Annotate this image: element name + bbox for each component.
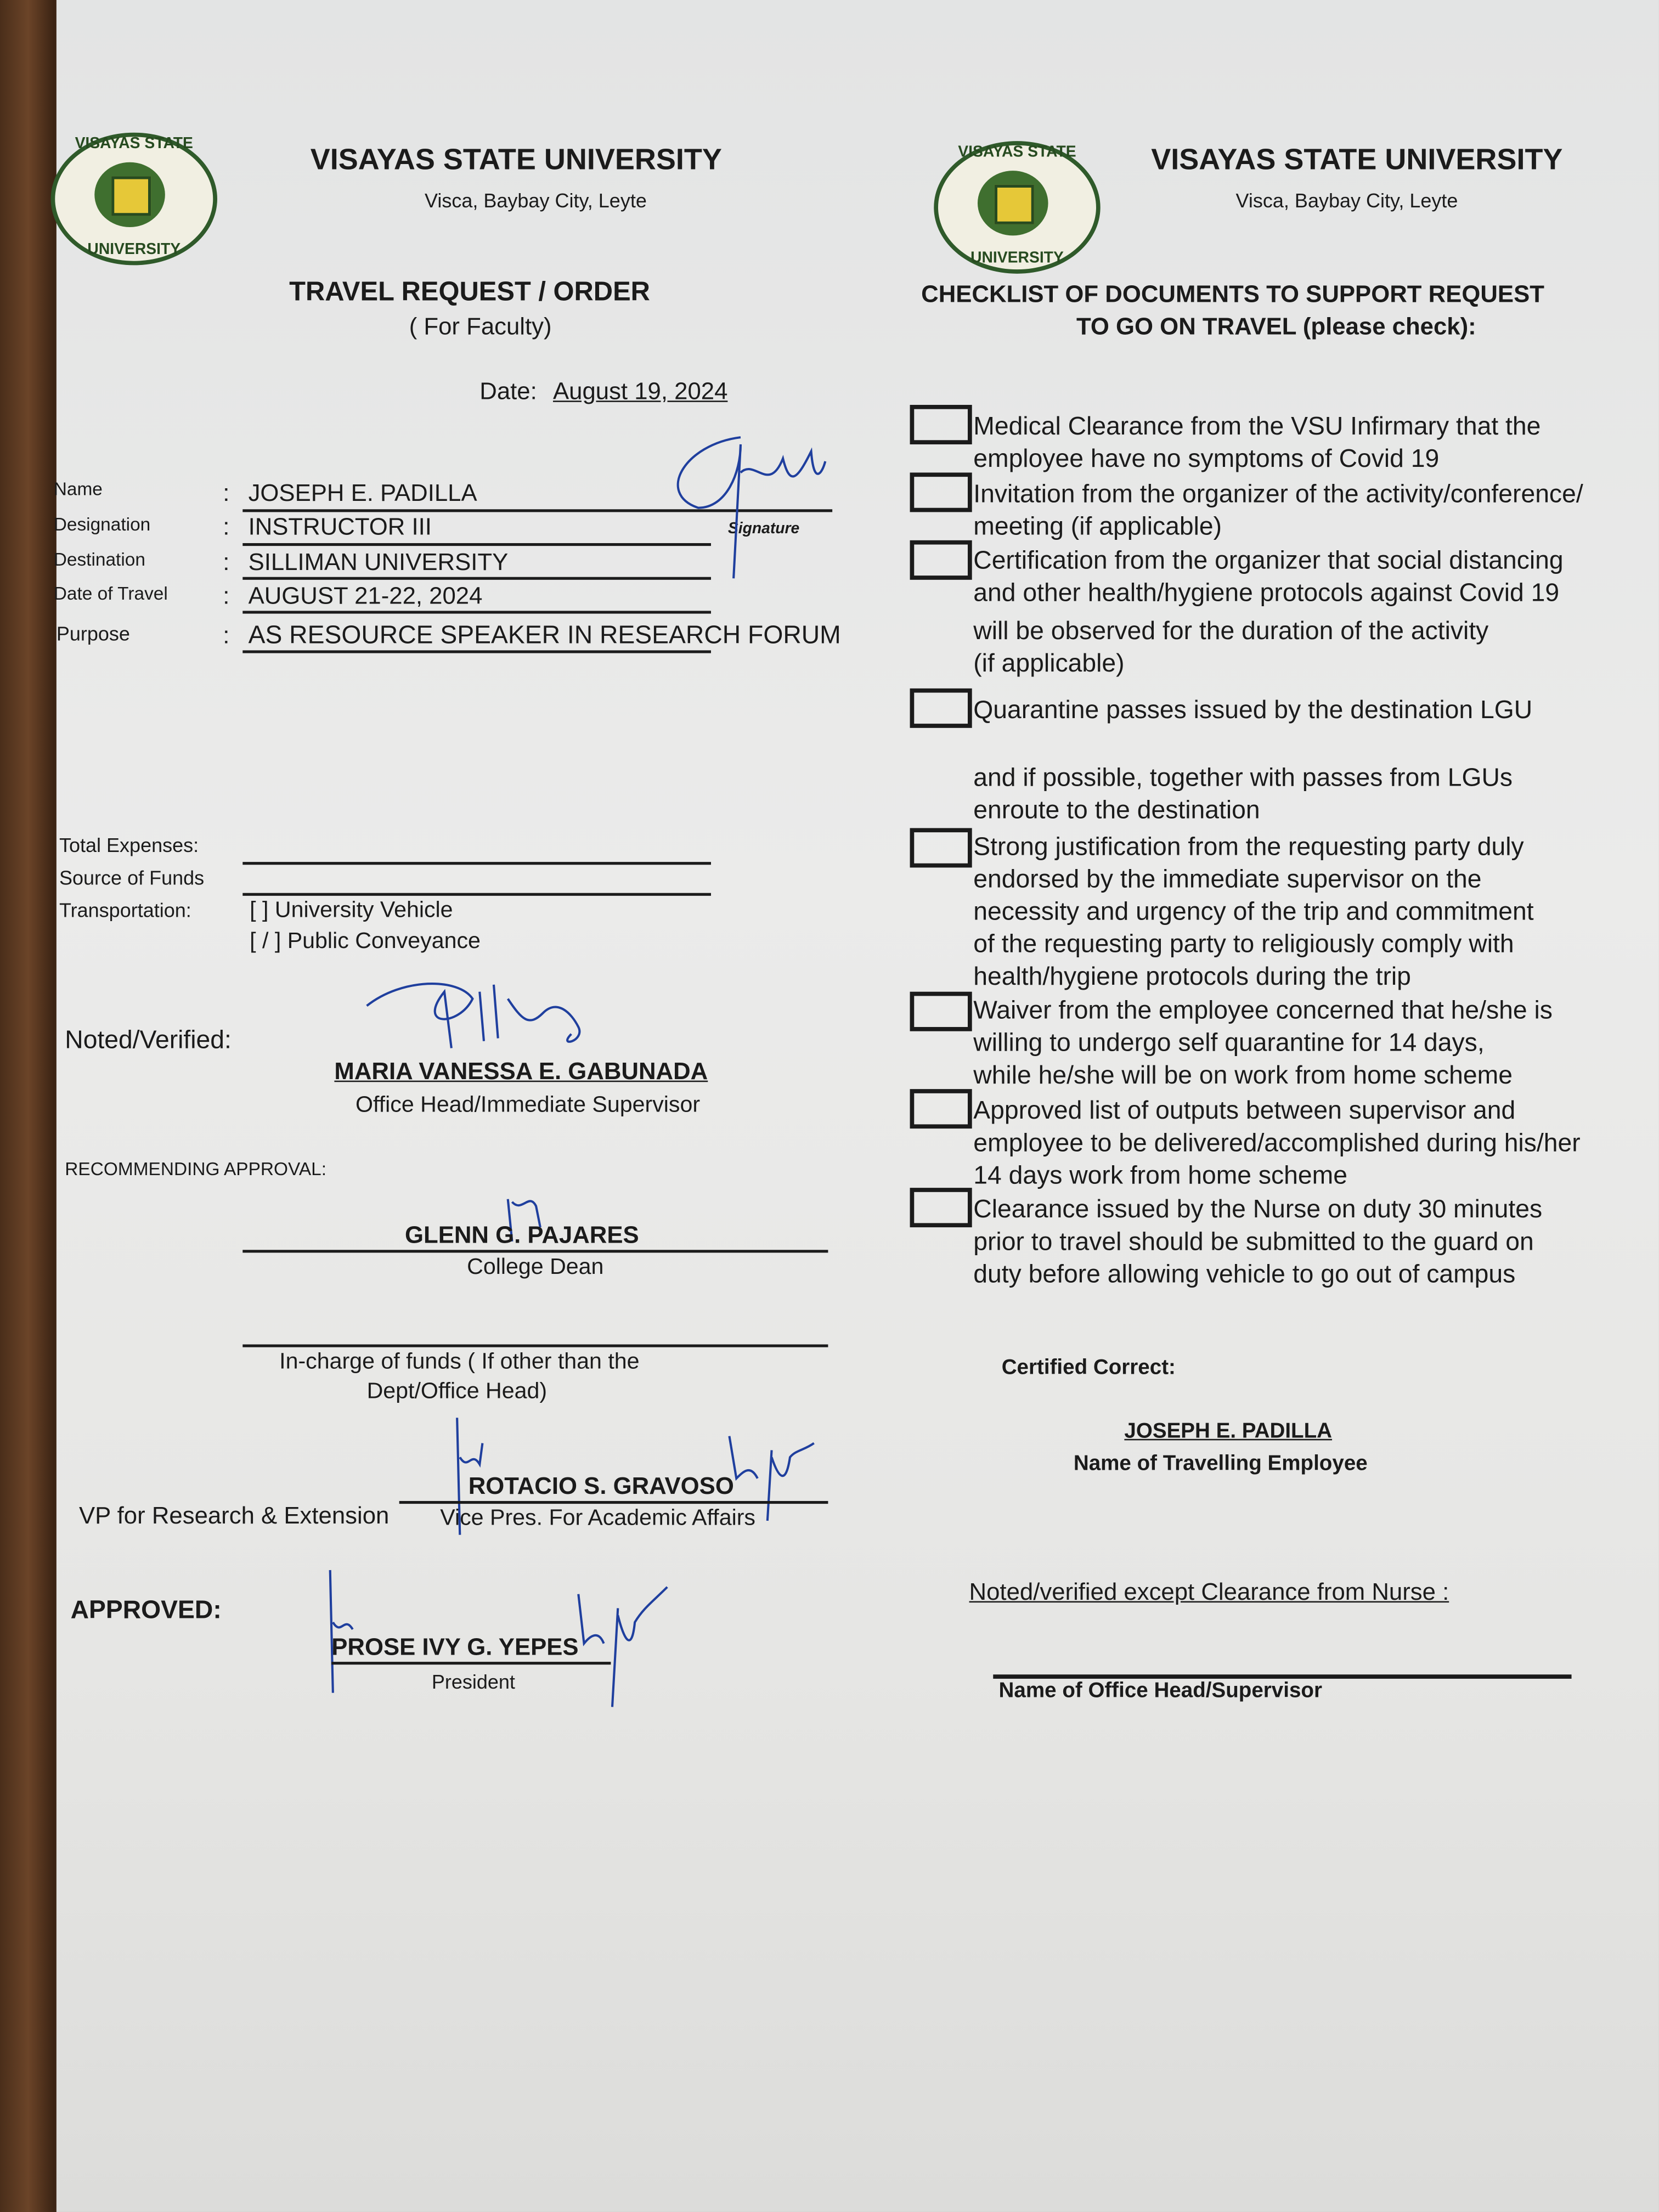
university-address: Visca, Baybay City, Leyte — [424, 189, 647, 212]
total-expenses-label: Total Expenses: — [59, 833, 199, 856]
option-university-vehicle[interactable]: [ ] University Vehicle — [250, 898, 453, 923]
dean-name: GLENN G. PAJARES — [404, 1221, 639, 1249]
university-seal-left: VISAYAS STATE UNIVERSITY — [51, 133, 217, 266]
destination-field[interactable]: SILLIMAN UNIVERSITY — [248, 549, 509, 576]
destination-label: Destination — [53, 549, 145, 570]
checkbox-quarantine-passes[interactable] — [910, 689, 972, 728]
date-of-travel-label: Date of Travel — [53, 582, 168, 604]
university-name-right: VISAYAS STATE UNIVERSITY — [1151, 144, 1563, 177]
vpaa-signature-line — [399, 1501, 828, 1504]
checklist-item-waiver: Waiver from the employee concerned that he/she is willing to undergo self quarantine for 14 days, while he/she will be on work from home scheme — [973, 996, 1553, 1090]
transportation-label: Transportation: — [59, 898, 191, 922]
purpose-label: Purpose — [56, 622, 130, 645]
funds-title-line1: In-charge of funds ( If other than the — [279, 1350, 640, 1374]
supervisor-signature — [360, 970, 600, 1055]
form-subtitle: ( For Faculty) — [409, 313, 552, 340]
funds-title-line2: Dept/Office Head) — [366, 1379, 548, 1404]
checkbox-nurse-clearance[interactable] — [910, 1188, 972, 1227]
colon: : — [223, 582, 230, 610]
purpose-underline — [242, 650, 711, 653]
option-public-conveyance[interactable]: [ / ] Public Conveyance — [250, 929, 481, 954]
checklist-item-medical-clearance: Medical Clearance from the VSU Infirmary that the employee have no symptoms of Covid 19 — [973, 411, 1541, 473]
vpaa-name: ROTACIO S. GRAVOSO — [468, 1472, 734, 1500]
checklist-item-strong-justification: Strong justification from the requesting party duly endorsed by the immediate supervisor on the necessity and urgency of the trip and commitment of the requesting party to religiously comply with health/hygiene protocols during the trip — [973, 832, 1534, 991]
checkbox-strong-justification[interactable] — [910, 828, 972, 867]
designation-field[interactable]: INSTRUCTOR III — [248, 513, 432, 540]
university-address-right: Visca, Baybay City, Leyte — [1235, 189, 1458, 212]
destination-underline — [242, 577, 711, 580]
president-signature-line — [331, 1662, 611, 1664]
checklist-title-line1: CHECKLIST OF DOCUMENTS TO SUPPORT REQUEST — [921, 280, 1544, 308]
noted-except-nurse-label: Noted/verified except Clearance from Nurse : — [969, 1578, 1449, 1606]
name-label: Name — [53, 478, 103, 500]
colon: : — [223, 549, 230, 576]
checkbox-certification[interactable] — [910, 540, 972, 580]
checkbox-approved-outputs[interactable] — [910, 1089, 972, 1128]
vp-research-label: VP for Research & Extension — [78, 1502, 390, 1530]
supervisor-title: Office Head/Immediate Supervisor — [355, 1093, 701, 1118]
checkbox-waiver[interactable] — [910, 992, 972, 1031]
form-title: TRAVEL REQUEST / ORDER — [289, 278, 650, 308]
employee-signature — [656, 430, 839, 585]
noted-verified-label: Noted/Verified: — [65, 1025, 232, 1054]
total-expenses-field[interactable] — [242, 862, 711, 865]
checkbox-invitation[interactable] — [910, 472, 972, 512]
colon: : — [223, 513, 230, 540]
supervisor-name: MARIA VANESSA E. GABUNADA — [334, 1058, 708, 1085]
employee-name: JOSEPH E. PADILLA — [1124, 1419, 1333, 1443]
designation-label: Designation — [53, 513, 151, 535]
funds-signature-line — [242, 1345, 828, 1347]
checklist-item-invitation: Invitation from the organizer of the activity/conference/ meeting (if applicable) — [973, 479, 1583, 540]
employee-title: Name of Travelling Employee — [1073, 1451, 1368, 1476]
colon: : — [223, 622, 230, 649]
source-of-funds-label: Source of Funds — [59, 866, 205, 889]
name-field[interactable]: JOSEPH E. PADILLA — [248, 479, 477, 507]
president-title: President — [431, 1670, 515, 1693]
checklist-item-certification: Certification from the organizer that social distancing and other health/hygiene protocols against Covid 19 will be observed for the duration of the activity (if applicable) — [973, 546, 1564, 678]
travel-request-form — [53, 0, 1659, 2212]
vpaa-title: Vice Pres. For Academic Affairs — [440, 1506, 755, 1531]
approved-label: APPROVED: — [70, 1595, 222, 1624]
dean-signature-line — [242, 1250, 828, 1252]
date-of-travel-field[interactable]: AUGUST 21-22, 2024 — [248, 582, 483, 610]
colon: : — [223, 479, 230, 507]
office-head-signature-line[interactable] — [993, 1674, 1571, 1679]
president-name: PROSE IVY G. YEPES — [331, 1633, 579, 1661]
dean-title: College Dean — [467, 1255, 604, 1280]
university-name: VISAYAS STATE UNIVERSITY — [310, 144, 722, 177]
signature-label: Signature — [727, 520, 800, 538]
date-label: Date: — [479, 378, 537, 405]
designation-underline — [242, 543, 711, 546]
certified-correct-label: Certified Correct: — [1001, 1356, 1176, 1380]
university-seal-right: VISAYAS STATE UNIVERSITY — [934, 141, 1100, 274]
date-value[interactable]: August 19, 2024 — [552, 378, 728, 405]
recommending-approval-label: RECOMMENDING APPROVAL: — [65, 1158, 327, 1180]
date-of-travel-underline — [242, 611, 711, 613]
source-of-funds-field[interactable] — [242, 893, 711, 896]
checklist-item-approved-outputs: Approved list of outputs between supervisor and employee to be delivered/accomplished during his/her 14 days work from home scheme — [973, 1096, 1581, 1189]
office-head-title: Name of Office Head/Supervisor — [998, 1678, 1323, 1703]
purpose-field[interactable]: AS RESOURCE SPEAKER IN RESEARCH FORUM — [248, 620, 841, 649]
checklist-item-nurse-clearance: Clearance issued by the Nurse on duty 30 minutes prior to travel should be submitted to the guard on duty before allowing vehicle to go out of campus — [973, 1194, 1543, 1288]
checklist-item-quarantine-passes: Quarantine passes issued by the destination LGU and if possible, together with passes from LGUs enroute to the destination — [973, 695, 1533, 824]
checklist-title-line2: TO GO ON TRAVEL (please check): — [1076, 313, 1476, 340]
checkbox-medical-clearance[interactable] — [910, 405, 972, 444]
